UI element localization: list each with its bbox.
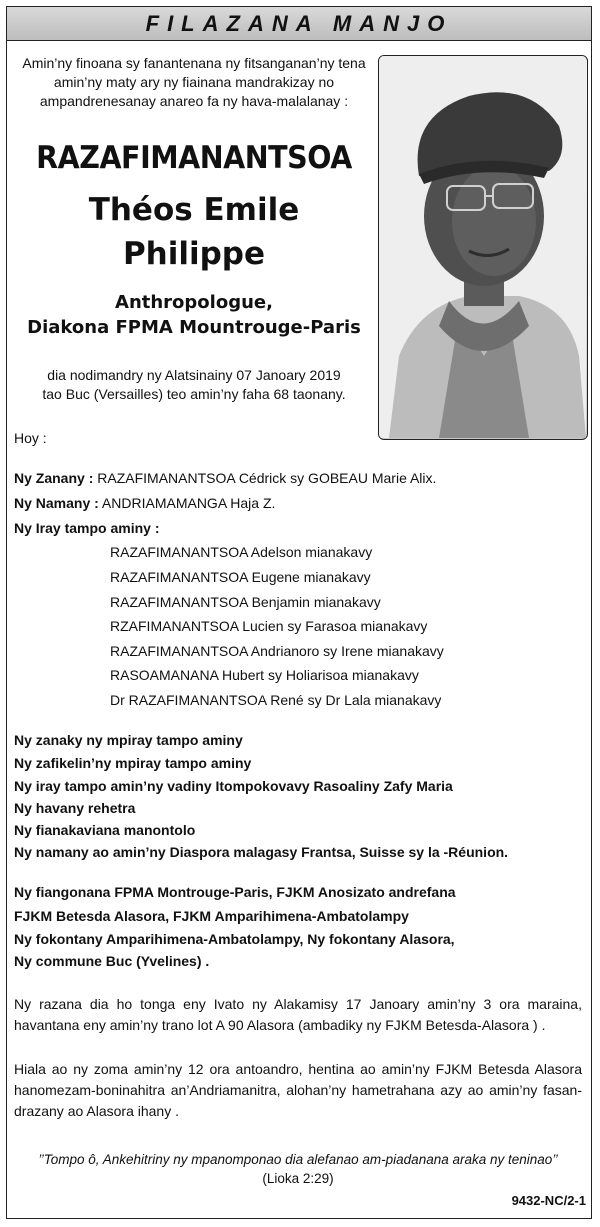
intro-text: Amin’ny finoana sy fanantenana ny fitsanganan’ny tena amin’ny maty ary ny fiainana mandrakizay no ampandrenesanay anareo fa ny hava-malalanay : xyxy=(22,55,366,109)
relatives-item: Ny havany rehetra xyxy=(14,800,136,816)
sibling-item: RASOAMANANA Hubert sy Holiarisoa mianakavy xyxy=(110,667,419,683)
portrait-image xyxy=(379,56,586,438)
family-iray-label: Ny Iray tampo aminy : xyxy=(14,520,160,536)
notice-header xyxy=(7,7,591,41)
zanany-label: Ny Zanany : xyxy=(14,470,94,486)
namany-value: ANDRIAMAMANGA Haja Z. xyxy=(98,495,276,511)
firstnames-line-2: Philippe xyxy=(122,236,266,272)
header-title: FILAZANA MANJO xyxy=(145,10,453,36)
relatives-item: Ny iray tampo amin’ny vadiny Itompokovavy Rasoaliny Zafy Maria xyxy=(14,778,453,794)
relatives-item: Ny zanaky ny mpiray tampo aminy xyxy=(14,732,243,748)
relatives-item: Ny namany ao amin’ny Diaspora malagasy Frantsa, Suisse sy la -Réunion. xyxy=(14,844,509,860)
churches-item: Ny fokontany Amparihimena-Ambatolampy, Ny fokontany Alasora, xyxy=(14,931,455,947)
quote-text: ’’Tompo ô, Ankehitriny ny mpanomponao dia alefanao am-piadanana araka ny teninao’’ xyxy=(38,1152,558,1167)
quote-reference: (Lioka 2:29) xyxy=(262,1171,334,1186)
sibling-item: Dr RAZAFIMANANTSOA René sy Dr Lala mianakavy xyxy=(110,692,442,708)
family-namany xyxy=(14,495,275,511)
deceased-role xyxy=(14,290,374,340)
reference-code: 9432-NC/2-1 xyxy=(511,1193,586,1208)
funeral-paragraph: Hiala ao ny zoma amin’ny 12 ora antoandro, hentina ao amin’ny FJKM Betesda Alasora hanomezam-boninahitra an’Andriamanitra, alohan’ny hametrahana azy ao amin’ny fasan-drazany ao Alasora ihany . xyxy=(14,1061,582,1119)
death-line-1: dia nodimandry ny Alatsinainy 07 Janoary 2019 xyxy=(47,367,341,383)
role-line-1: Anthropologue, xyxy=(115,292,273,313)
family-zanany xyxy=(14,470,436,486)
sibling-item: RAZAFIMANANTSOA Andrianoro sy Irene mianakavy xyxy=(110,643,444,659)
death-line-2: tao Buc (Versailles) teo amin’ny faha 68 taonany. xyxy=(42,386,346,402)
deceased-surname: RAZAFIMANANTSOA xyxy=(36,140,352,176)
arrival-paragraph: Ny razana dia ho tonga eny Ivato ny Alakamisy 17 Janoary amin’ny 3 ora maraina, havantana eny amin’ny trano lot A 90 Alasora (ambadiky ny FJKM Betesda-Alasora ) . xyxy=(14,996,582,1033)
churches-item: Ny fiangonana FPMA Montrouge-Paris, FJKM Anosizato andrefana xyxy=(14,884,456,900)
firstnames-line-1: Théos Emile xyxy=(88,192,300,228)
relatives-item: Ny zafikelin’ny mpiray tampo aminy xyxy=(14,755,252,771)
namany-label: Ny Namany : xyxy=(14,495,99,511)
churches-item: FJKM Betesda Alasora, FJKM Amparihimena-Ambatolampy xyxy=(14,908,409,924)
relatives-item: Ny fianakaviana manontolo xyxy=(14,822,196,838)
sibling-item: RAZAFIMANANTSOA Adelson mianakavy xyxy=(110,544,373,560)
sibling-item: RAZAFIMANANTSOA Benjamin mianakavy xyxy=(110,594,381,610)
hoy-label: Hoy : xyxy=(14,430,47,446)
zanany-value: RAZAFIMANANTSOA Cédrick sy GOBEAU Marie Alix. xyxy=(93,470,437,486)
role-line-2: Diakona FPMA Mountrouge-Paris xyxy=(27,317,361,338)
churches-item: Ny commune Buc (Yvelines) . xyxy=(14,953,210,969)
bible-quote xyxy=(14,1150,582,1188)
death-info xyxy=(14,366,374,404)
deceased-firstnames xyxy=(14,188,374,276)
deceased-portrait xyxy=(378,55,588,440)
sibling-item: RAZAFIMANANTSOA Eugene mianakavy xyxy=(110,569,371,585)
sibling-item: RZAFIMANANTSOA Lucien sy Farasoa mianakavy xyxy=(110,618,428,634)
